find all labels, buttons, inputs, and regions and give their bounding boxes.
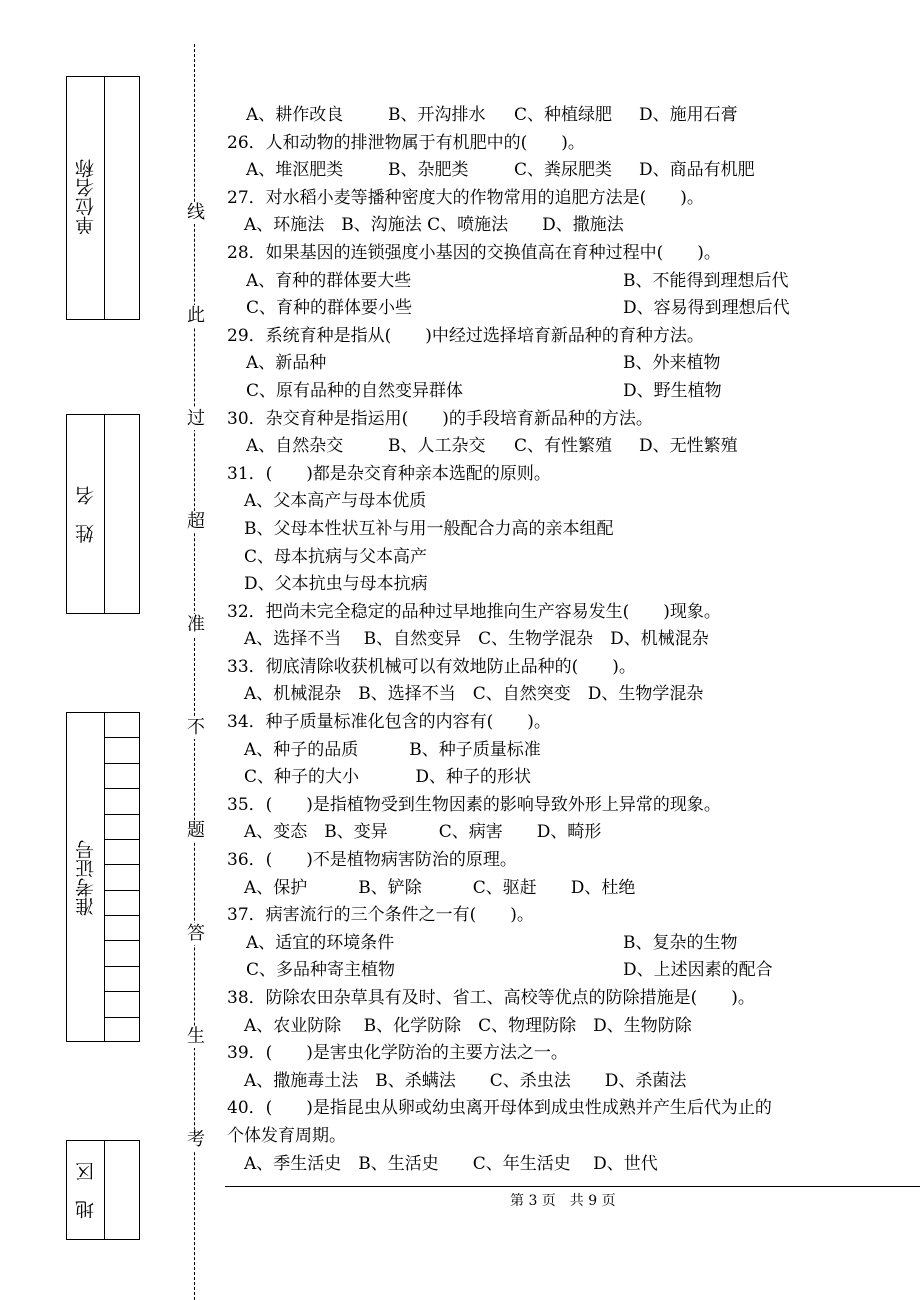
option: C、粪尿肥类 [514, 160, 613, 181]
page-number: 第 3 页 共 9 页 [510, 1193, 616, 1209]
seal-char: 准 [187, 614, 205, 635]
question-line: 35．( )是指植物受到生物因素的影响导致外形上异常的现象。 [227, 794, 721, 815]
option-row [227, 268, 827, 296]
option: D、上述因素的配合 [623, 960, 773, 981]
exam-id-grid-line [105, 966, 139, 967]
seal-char: 此 [187, 305, 205, 326]
option: C、种植绿肥 [514, 105, 613, 125]
question-line: A、选择不当 B、自然变异 C、生物学混杂 D、机械混杂 [227, 629, 709, 650]
question-line: 36．( )不是植物病害防治的原理。 [227, 850, 517, 871]
option: D、商品有机肥 [639, 160, 755, 181]
option-row [227, 957, 827, 985]
question-line: 30．杂交育种是指运用( )的手段培育新品种的方法。 [227, 408, 653, 429]
option: B、外来植物 [623, 353, 721, 374]
option: A、育种的群体要大些 [246, 270, 412, 291]
question-line: A、父本高产与母本优质 [227, 491, 427, 512]
question-line: A、保护 B、铲除 C、驱赶 D、杜绝 [227, 877, 636, 898]
option: A、自然杂交 [246, 436, 344, 457]
option-row [227, 350, 827, 378]
option: B、人工杂交 [388, 436, 486, 457]
question-line: A、季生活史 B、生活史 C、年生活史 D、世代 [227, 1153, 658, 1174]
name-box [66, 414, 140, 614]
question-line: A、撒施毒土法 B、杀螨法 C、杀虫法 D、杀菌法 [227, 1070, 687, 1091]
question-line: B、父母本性状互补与用一般配合力高的亲本组配 [227, 518, 614, 539]
option-row [227, 157, 827, 185]
question-line: 37．病害流行的三个条件之一有( )。 [227, 905, 534, 926]
seal-char: 过 [187, 408, 205, 429]
exam-id-grid-line [105, 788, 139, 789]
option: A、耕作改良 [246, 105, 344, 125]
question-line: C、母本抗病与父本高产 [227, 546, 428, 567]
seal-char: 线 [187, 202, 205, 223]
exam-id-grid-line [105, 839, 139, 840]
exam-id-grid-line [105, 890, 139, 891]
question-line: A、农业防除 B、化学防除 C、物理防除 D、生物防除 [227, 1015, 692, 1036]
option: C、多品种寄主植物 [246, 960, 396, 981]
question-line: 29．系统育种是指从( )中经过选择培育新品种的育种方法。 [227, 325, 704, 346]
exam-id-grid-line [105, 864, 139, 865]
question-line: C、种子的大小 D、种子的形状 [227, 767, 532, 788]
option: B、复杂的生物 [623, 932, 738, 953]
question-line: 个体发育周期。 [227, 1125, 346, 1146]
option: D、容易得到理想后代 [623, 298, 790, 319]
exam-id-grid-line [105, 737, 139, 738]
option-row [227, 433, 827, 461]
exam-id-label: 准考证号 [75, 840, 97, 916]
exam-id-box [66, 712, 140, 1042]
question-line: A、变态 B、变异 C、病害 D、畸形 [227, 822, 602, 843]
unit-name-box [66, 76, 140, 320]
question-line: A、种子的品质 B、种子质量标准 [227, 739, 541, 760]
exam-id-grid-line [105, 940, 139, 941]
option: D、野生植物 [623, 380, 722, 401]
option: C、有性繁殖 [514, 436, 613, 457]
option: D、施用石膏 [639, 105, 738, 125]
question-line: 32．把尚未完全稳定的品种过早地推向生产容易发生( )现象。 [227, 601, 721, 622]
option: A、适宜的环境条件 [246, 932, 395, 953]
seal-char: 超 [187, 511, 205, 532]
question-line: 39．( )是害虫化学防治的主要方法之一。 [227, 1043, 568, 1064]
unit-name-label: 单位名称 [75, 159, 97, 235]
footer-rule [225, 1186, 920, 1187]
exam-id-grid-line [105, 1017, 139, 1018]
question-line: 33．彻底清除收获机械可以有效地防止品种的( )。 [227, 656, 636, 677]
seal-char: 生 [187, 1026, 205, 1047]
exam-id-grid-line [105, 915, 139, 916]
exam-id-grid-line [105, 763, 139, 764]
exam-id-grid-line [105, 991, 139, 992]
option: C、原有品种的自然变异群体 [246, 380, 464, 401]
question-line: 28．如果基因的连锁强度小基因的交换值高在育种过程中( )。 [227, 242, 721, 263]
option: B、杂肥类 [388, 160, 469, 181]
option: C、育种的群体要小些 [246, 298, 413, 319]
option: B、不能得到理想后代 [623, 270, 789, 291]
question-line: 34．种子质量标准化包含的内容有( )。 [227, 712, 551, 733]
seal-char: 答 [187, 923, 205, 944]
exam-id-grid-line [105, 814, 139, 815]
question-line: A、环施法 B、沟施法 C、喷施法 D、撒施法 [227, 215, 624, 236]
seal-char: 考 [187, 1129, 205, 1150]
seal-char: 不 [187, 717, 205, 738]
option: A、新品种 [246, 353, 327, 374]
option-row [227, 295, 827, 323]
question-line: 40．( )是指昆虫从卵或幼虫离开母体到成虫性成熟并产生后代为止的 [227, 1098, 772, 1119]
question-content [227, 102, 827, 1178]
question-line: A、机械混杂 B、选择不当 C、自然突变 D、生物学混杂 [227, 684, 704, 705]
question-line: D、父本抗虫与母本抗病 [227, 574, 428, 595]
seal-dashed-line [194, 44, 195, 1300]
name-label: 姓 名 [75, 486, 97, 544]
option: D、无性繁殖 [639, 436, 738, 457]
option-row [227, 378, 827, 406]
option: B、开沟排水 [388, 105, 486, 125]
region-box [66, 1140, 140, 1240]
option: A、堆沤肥类 [246, 160, 344, 181]
seal-char: 题 [187, 820, 205, 841]
question-line: 31．( )都是杂交育种亲本选配的原则。 [227, 463, 551, 484]
region-label: 地 区 [75, 1162, 97, 1220]
question-line: 38．防除农田杂草具有及时、省工、高校等优点的防除措施是( )。 [227, 988, 755, 1008]
question-line: 27．对水稻小麦等播种密度大的作物常用的追肥方法是( )。 [227, 187, 704, 208]
option-row [227, 930, 827, 958]
option-row [227, 102, 827, 130]
question-line: 26．人和动物的排泄物属于有机肥中的( )。 [227, 132, 585, 153]
